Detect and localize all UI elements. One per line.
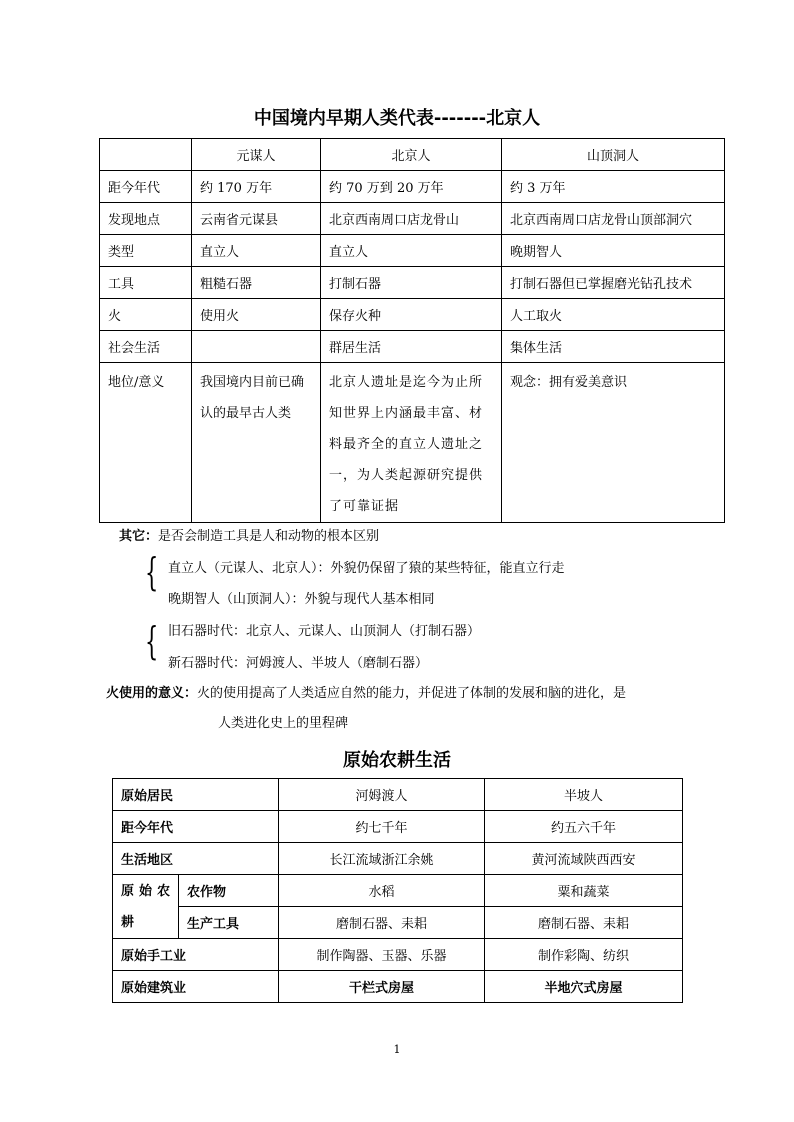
table-cell: 打制石器但已掌握磨光钻孔技术 xyxy=(502,267,725,299)
table-cell: 半坡人 xyxy=(485,779,683,811)
table-cell: 约 170 万年 xyxy=(192,171,321,203)
row-label: 距今年代 xyxy=(100,171,192,203)
table-cell: 制作彩陶、纺织 xyxy=(485,939,683,971)
table-cell: 北京西南周口店龙骨山顶部洞穴 xyxy=(502,203,725,235)
table-cell: 干栏式房屋 xyxy=(279,971,485,1003)
table-row xyxy=(113,779,683,811)
note-line: 晚期智人（山顶洞人）：外貌与现代人基本相同 xyxy=(168,592,435,607)
table-cell: 约 3 万年 xyxy=(502,171,725,203)
table-row xyxy=(113,907,683,939)
table-cell: 制作陶器、玉器、乐器 xyxy=(279,939,485,971)
fire-text-continued: 人类进化史上的里程碑 xyxy=(218,716,349,731)
table-cell: 使用火 xyxy=(192,299,321,331)
page-number: 1 xyxy=(393,1043,401,1056)
table-row xyxy=(100,139,725,171)
table-cell: 北京人遗址是迄今为止所知世界上内涵最丰富、材料最齐全的直立人遗址之一，为人类起源研究提供了可靠证据 xyxy=(321,363,502,523)
table-cell: 磨制石器、耒耜 xyxy=(485,907,683,939)
table-cell xyxy=(192,331,321,363)
table-cell: 晚期智人 xyxy=(502,235,725,267)
row-label: 生活地区 xyxy=(113,843,279,875)
note-line: 新石器时代：河姆渡人、半坡人（磨制石器） xyxy=(168,656,429,671)
table-cell: 约 70 万到 20 万年 xyxy=(321,171,502,203)
row-label: 农作物 xyxy=(179,875,279,907)
row-label: 社会生活 xyxy=(100,331,192,363)
header-cell xyxy=(100,139,192,171)
table-row xyxy=(113,811,683,843)
table-row xyxy=(113,875,683,907)
note-line: 旧石器时代：北京人、元谋人、山顶洞人（打制石器） xyxy=(168,624,481,639)
other-note xyxy=(119,525,379,544)
table-cell: 直立人 xyxy=(321,235,502,267)
table-cell: 黄河流域陕西西安 xyxy=(485,843,683,875)
row-label: 发现地点 xyxy=(100,203,192,235)
row-label: 类型 xyxy=(100,235,192,267)
table-row xyxy=(100,331,725,363)
table-row xyxy=(100,267,725,299)
row-label: 生产工具 xyxy=(179,907,279,939)
row-label: 原 始 农 耕 xyxy=(113,875,179,939)
table-row xyxy=(100,235,725,267)
section2-title: 原始农耕生活 xyxy=(343,750,451,771)
row-label: 距今年代 xyxy=(113,811,279,843)
table-cell: 粟和蔬菜 xyxy=(485,875,683,907)
header-cell: 山顶洞人 xyxy=(502,139,725,171)
table-cell: 保存火种 xyxy=(321,299,502,331)
row-label: 工具 xyxy=(100,267,192,299)
header-cell: 元谋人 xyxy=(192,139,321,171)
row-label: 原始建筑业 xyxy=(113,971,279,1003)
brace-icon: { xyxy=(145,550,159,594)
table-row xyxy=(113,939,683,971)
table-cell: 水稻 xyxy=(279,875,485,907)
row-label: 原始居民 xyxy=(113,779,279,811)
row-label: 原始手工业 xyxy=(113,939,279,971)
table-cell: 观念：拥有爱美意识 xyxy=(502,363,725,523)
other-text: 是否会制造工具是人和动物的根本区别 xyxy=(158,529,380,544)
table-row xyxy=(100,363,725,523)
table-cell: 磨制石器、耒耜 xyxy=(279,907,485,939)
brace-icon: { xyxy=(145,619,159,663)
table-cell: 约七千年 xyxy=(279,811,485,843)
table-cell: 我国境内目前已确认的最早古人类 xyxy=(192,363,321,523)
row-label: 地位/意义 xyxy=(100,363,192,523)
table-cell: 集体生活 xyxy=(502,331,725,363)
header-cell: 北京人 xyxy=(321,139,502,171)
table-cell: 群居生活 xyxy=(321,331,502,363)
row-label: 火 xyxy=(100,299,192,331)
fire-text: 火的使用提高了人类适应自然的能力，并促进了体制的发展和脑的进化，是 xyxy=(197,686,627,701)
note-line: 直立人（元谋人、北京人）：外貌仍保留了猿的某些特征，能直立行走 xyxy=(168,561,565,576)
table-row xyxy=(100,171,725,203)
table-cell: 河姆渡人 xyxy=(279,779,485,811)
table-cell: 约五六千年 xyxy=(485,811,683,843)
table-cell: 人工取火 xyxy=(502,299,725,331)
table-cell: 长江流域浙江余姚 xyxy=(279,843,485,875)
table-row xyxy=(100,299,725,331)
table-cell: 直立人 xyxy=(192,235,321,267)
fire-note xyxy=(106,682,626,701)
table-cell: 粗糙石器 xyxy=(192,267,321,299)
table-row xyxy=(113,971,683,1003)
early-humans-table xyxy=(99,138,725,523)
section1-title: 中国境内早期人类代表-------北京人 xyxy=(253,108,541,129)
farming-table xyxy=(112,778,683,1003)
table-cell: 打制石器 xyxy=(321,267,502,299)
table-cell: 云南省元谋县 xyxy=(192,203,321,235)
fire-label: 火使用的意义： xyxy=(106,686,198,701)
other-label: 其它： xyxy=(119,529,159,544)
table-row xyxy=(113,843,683,875)
table-row xyxy=(100,203,725,235)
table-cell: 半地穴式房屋 xyxy=(485,971,683,1003)
table-cell: 北京西南周口店龙骨山 xyxy=(321,203,502,235)
